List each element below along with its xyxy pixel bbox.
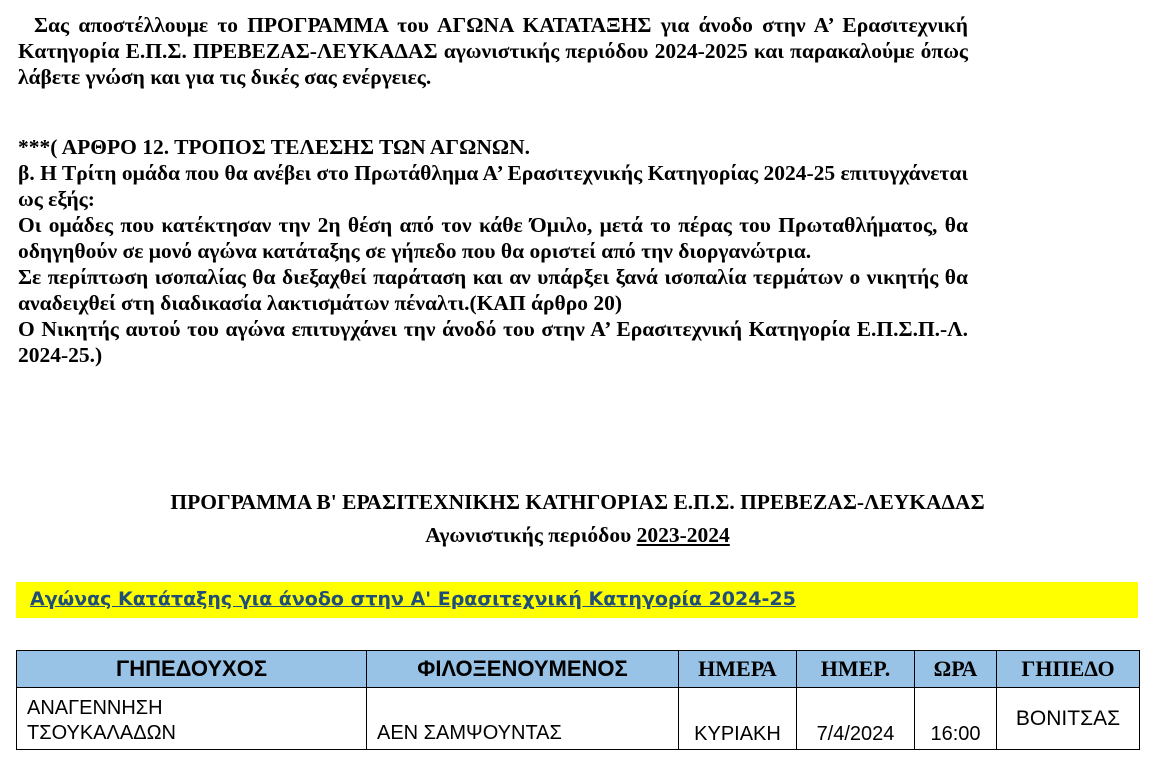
home-team-line-2: ΤΣΟΥΚΑΛΑΔΩΝ [27,722,176,744]
cell-date: 7/4/2024 [797,688,915,750]
banner-link[interactable]: Αγώνας Κατάταξης για άνοδο στην Α' Ερασιτεχνική Κατηγορία 2024-25 [30,588,796,610]
intro-text: Σας αποστέλλουμε το ΠΡΟΓΡΑΜΜΑ του ΑΓΩΝΑ ΚΑΤΑΤΑΞΗΣ για άνοδο στην Α’ Ερασιτεχνική Κατηγορία Ε.Π.Σ. ΠΡΕΒΕΖΑΣ-ΛΕΥΚΑΔΑΣ αγωνιστικής περιόδου 2024-2025 και παρακαλούμε όπως λάβετε γνώση και για τις δικές σας ενέργειες. [18,13,968,89]
cell-time: 16:00 [915,688,997,750]
cell-day: ΚΥΡΙΑΚΗ [679,688,797,750]
period-value: 2023-2024 [636,523,730,547]
table-row [17,688,1140,750]
cell-home-team [17,688,367,750]
match-schedule-table [16,650,1140,750]
intro-paragraph [18,12,968,90]
header-field: ΓΗΠΕΔΟ [997,651,1140,688]
match-banner [16,582,1138,618]
header-home-team: ΓΗΠΕΔΟΥΧΟΣ [17,651,367,688]
article-paragraph-1: β. Η Τρίτη ομάδα που θα ανέβει στο Πρωτάθλημα Α’ Ερασιτεχνικής Κατηγορίας 2024-25 επιτυγχάνεται ως εξής: [18,161,968,211]
program-title: ΠΡΟΓΡΑΜΜΑ Β' ΕΡΑΣΙΤΕΧΝΙΚΗΣ ΚΑΤΗΓΟΡΙΑΣ Ε.Π.Σ. ΠΡΕΒΕΖΑΣ-ΛΕΥΚΑΔΑΣ [170,490,985,514]
cell-field: ΒΟΝΙΤΣΑΣ [997,688,1140,750]
header-date: ΗΜΕΡ. [797,651,915,688]
table-header-row [17,651,1140,688]
header-time: ΩΡΑ [915,651,997,688]
article-paragraph-3: Σε περίπτωση ισοπαλίας θα διεξαχθεί παράταση και αν υπάρξει ξανά ισοπαλία τερμάτων ο νικητής θα αναδειχθεί στη διαδικασία λακτισμάτων πέναλτι.(ΚΑΠ άρθρο 20) [18,265,968,315]
header-day: ΗΜΕΡΑ [679,651,797,688]
article-heading: ***( ΑΡΘΡΟ 12. ΤΡΟΠΟΣ ΤΕΛΕΣΗΣ ΤΩΝ ΑΓΩΝΩΝ. [18,135,530,159]
article-paragraph-2: Οι ομάδες που κατέκτησαν την 2η θέση από τον κάθε Όμιλο, μετά το πέρας του Πρωταθλήματος, θα οδηγηθούν σε μονό αγώνα κατάταξης σε γήπεδο που θα οριστεί από την διοργανώτρια. [18,213,968,263]
home-team-line-1: ΑΝΑΓΕΝΝΗΣΗ [27,697,163,719]
period-label: Αγωνιστικής περιόδου [425,523,637,547]
program-period [0,521,1155,549]
header-away-team: ΦΙΛΟΞΕΝΟΥΜΕΝΟΣ [367,651,679,688]
article-section [18,134,968,368]
cell-away-team: ΑΕΝ ΣΑΜΨΟΥΝΤΑΣ [367,688,679,750]
article-paragraph-4: Ο Νικητής αυτού του αγώνα επιτυγχάνει την άνοδό του στην Α’ Ερασιτεχνική Κατηγορία Ε.Π.Σ.Π.-Λ. 2024-25.) [18,317,968,367]
